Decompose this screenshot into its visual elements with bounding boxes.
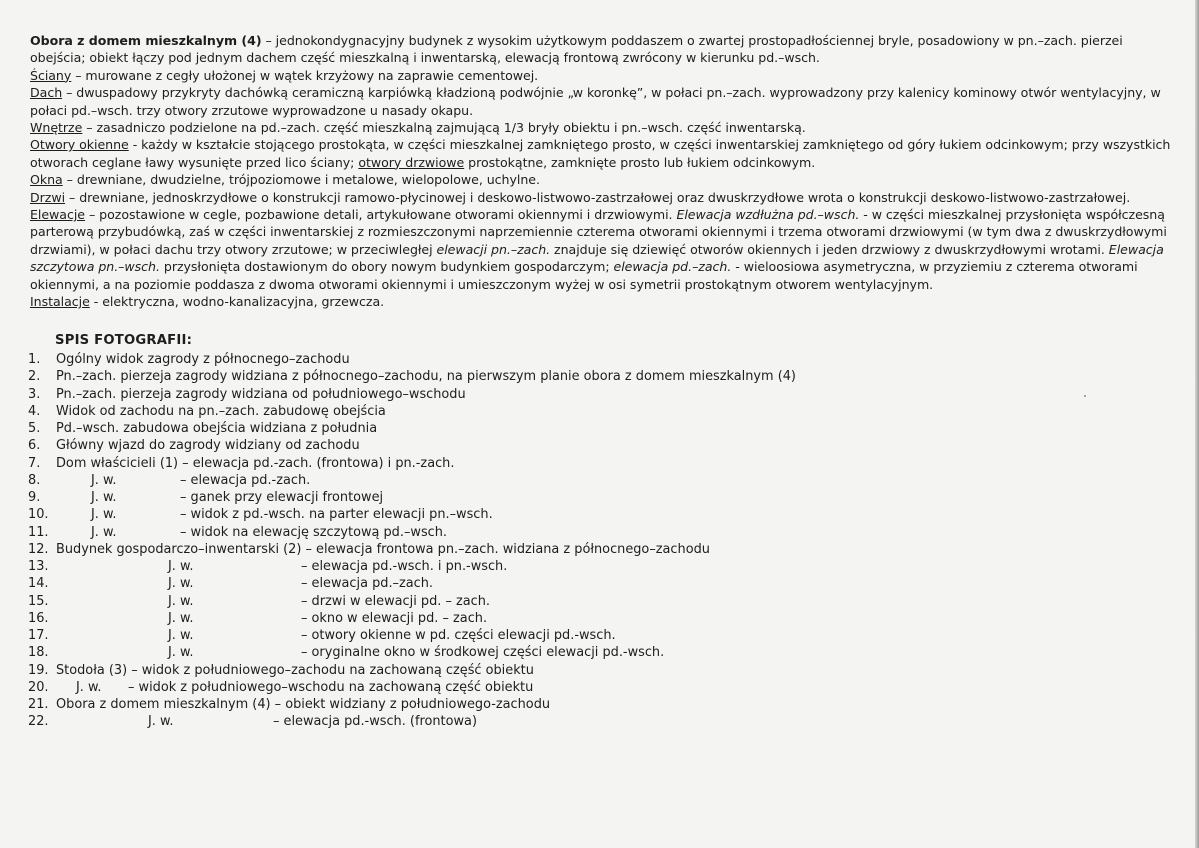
paragraph-text: – drewniane, dwudzielne, trójpoziomowe i metalowe, wielopolowe, uchylne. <box>62 172 540 188</box>
photo-list-item <box>28 541 928 558</box>
item-number: 11. <box>28 524 49 540</box>
description-paragraph <box>30 32 1172 67</box>
item-number: 10. <box>28 507 49 523</box>
item-text: – elewacja pd.-zach. <box>180 472 311 488</box>
photo-list-item <box>28 713 928 730</box>
item-text: – drzwi w elewacji pd. – zach. <box>301 593 491 609</box>
photo-list-item <box>28 644 928 661</box>
item-text: Główny wjazd do zagrody widziany od zachodu <box>56 438 360 454</box>
item-text: – elewacja pd.-wsch. i pn.-wsch. <box>301 559 508 574</box>
item-number: 19. <box>28 662 49 678</box>
item-ditto: J. w. <box>91 507 117 523</box>
paragraph-text: prostokątne, zamknięte prosto lub łukiem odcinkowym. <box>464 154 816 170</box>
item-ditto: J. w. <box>91 524 117 540</box>
description-paragraph <box>30 171 1172 188</box>
paragraph-text: – zasadniczo podzielone na pd.–zach. część mieszkalną zajmującą 1/3 bryły obiektu i pn.–wsch. część inwentarską. <box>82 120 806 136</box>
photo-list-item <box>28 403 928 420</box>
paragraph-text: - elektryczna, wodno-kanalizacyjna, grzewcza. <box>89 294 385 310</box>
photo-list-item <box>28 351 928 368</box>
photo-list-heading: SPIS FOTOGRAFII: <box>55 333 193 348</box>
photo-list-item <box>28 437 928 454</box>
item-number: 9. <box>28 490 41 505</box>
item-text: Dom właścicieli (1) – elewacja pd.-zach. (frontowa) i pn.-zach. <box>56 455 455 471</box>
item-number: 13. <box>28 559 49 574</box>
item-ditto: J. w. <box>76 679 102 695</box>
section-label: Instalacje <box>30 294 90 310</box>
item-number: 18. <box>28 645 49 661</box>
photo-list-item <box>28 489 928 506</box>
building-description <box>30 32 1172 311</box>
item-ditto: J. w. <box>91 490 117 505</box>
section-label: Drzwi <box>30 189 66 205</box>
photo-list-item <box>28 368 928 385</box>
item-text: Pn.–zach. pierzeja zagrody widziana od południowego–wschodu <box>56 386 466 402</box>
paragraph-text: – murowane z cegły ułożonej w wątek krzyżowy na zaprawie cementowej. <box>71 67 539 83</box>
item-ditto: J. w. <box>168 610 194 626</box>
description-paragraph <box>30 189 1172 206</box>
section-label: Otwory okienne <box>30 137 129 153</box>
paragraph-text: – dwuspadowy przykryty dachówką ceramiczną karpiówką kładzioną podwójnie „w koronkę”, w połaci pn.–zach. wyprowadzony przy kalenicy kominowy otwór wentylacyjny, w połaci pd.–wsch. trzy otwory zrzutowe wyprowadzone u nasady okapu. <box>30 85 1161 118</box>
photo-list-item <box>28 593 928 610</box>
section-label: Ściany <box>30 67 72 83</box>
photo-list-item <box>28 524 928 541</box>
scan-edge <box>1195 0 1199 848</box>
item-ditto: J. w. <box>148 714 174 730</box>
photo-list-item <box>28 472 928 489</box>
item-number: 8. <box>28 472 41 488</box>
item-text: – elewacja pd.-wsch. (frontowa) <box>273 714 477 730</box>
item-text: – oryginalne okno w środkowej części elewacji pd.-wsch. <box>301 645 665 661</box>
item-text: – widok z południowego–wschodu na zachowaną część obiektu <box>128 679 534 695</box>
description-paragraph <box>30 67 1172 84</box>
photo-list-item <box>28 455 928 472</box>
item-ditto: J. w. <box>91 472 117 488</box>
paragraph-text: znajduje się dziewięć otworów okiennych i jeden drzwiowy z dwuskrzydłowymi wrotami. <box>550 241 1109 257</box>
item-number: 1. <box>28 352 41 367</box>
item-number: 20. <box>28 679 49 695</box>
item-ditto: J. w. <box>168 628 194 643</box>
description-paragraph <box>30 136 1172 171</box>
item-ditto: J. w. <box>168 559 194 574</box>
paragraph-text: - każdy w kształcie stojącego prostokąta, w części mieszkalnej zamkniętego prosto, w części inwentarskiej zamkniętego od góry łukiem odcinkowym; przy wszystkich otworach ceglane ławy wysunięte przed lico ściany; <box>30 137 1171 170</box>
item-number: 21. <box>28 697 49 712</box>
photo-list-item <box>28 662 928 679</box>
photo-list-item <box>28 610 928 627</box>
section-label: Dach <box>30 85 63 101</box>
description-paragraph <box>30 119 1172 136</box>
item-number: 4. <box>28 403 41 419</box>
paragraph-text: - wieloosiowa asymetryczna, w przyziemiu z czterema otworami okiennymi, a na poziomie poddasza z dwoma otworami okiennymi i umieszczonym wyżej w osi symetrii prostokątnym otworem wentylacyjnym. <box>30 259 1138 292</box>
item-number: 7. <box>28 455 41 471</box>
item-text: – elewacja pd.–zach. <box>301 576 434 592</box>
section-label: Wnętrze <box>30 120 83 136</box>
photo-list-item <box>28 679 928 696</box>
item-number: 14. <box>28 576 49 592</box>
building-title: Obora z domem mieszkalnym (4) <box>30 33 262 48</box>
item-number: 3. <box>28 386 41 402</box>
photo-list-item <box>28 386 928 403</box>
item-text: – ganek przy elewacji frontowej <box>180 490 384 505</box>
italic-term: Elewacja szczytowa pn.–wsch. <box>30 241 1164 275</box>
description-paragraph <box>30 84 1172 119</box>
item-number: 12. <box>28 541 49 557</box>
paragraph-text: – drewniane, jednoskrzydłowe o konstrukcji ramowo-płycinowej i deskowo-listwowo-zastrzałowej oraz dwuskrzydłowe wrota o konstrukcji deskowo-listwowo-zastrzałowej. <box>65 189 1131 205</box>
item-number: 15. <box>28 593 49 609</box>
section-label: Okna <box>30 172 63 188</box>
item-text: Budynek gospodarczo–inwentarski (2) – elewacja frontowa pn.–zach. widziana z północnego–zachodu <box>56 541 710 557</box>
description-paragraph <box>30 293 1172 310</box>
item-ditto: J. w. <box>168 645 194 661</box>
paragraph-text: - w części mieszkalnej przysłonięta współczesną parterową przybudówką, zaś w części inwentarskiej z rozmieszczonymi naprzemiennie czterema otworami okiennymi i trzema otworami drzwiowymi (w tym dwa z dwuskrzydłowymi drzwiami), w połaci dachu trzy otwory zrzutowe; w przeciwległej <box>30 207 1167 257</box>
paragraph-text: przysłonięta dostawionym do obory nowym budynkiem gospodarczym; <box>159 259 614 275</box>
item-text: Pd.–wsch. zabudowa obejścia widziana z południa <box>56 421 378 436</box>
item-text: – widok na elewację szczytową pd.–wsch. <box>180 524 448 540</box>
scan-speck <box>1084 395 1086 397</box>
section-label: otwory drzwiowe <box>358 154 465 170</box>
photo-list-item <box>28 696 928 713</box>
italic-term: elewacja pd.–zach. <box>613 259 732 275</box>
photo-list-item <box>28 420 928 437</box>
item-number: 22. <box>28 714 49 730</box>
item-text: Pn.–zach. pierzeja zagrody widziana z północnego–zachodu, na pierwszym planie obora z domem mieszkalnym (4) <box>56 369 796 385</box>
item-text: Stodoła (3) – widok z południowego–zachodu na zachowaną część obiektu <box>56 662 534 678</box>
item-number: 5. <box>28 421 41 436</box>
item-number: 6. <box>28 438 41 454</box>
italic-term: elewacji pn.–zach. <box>436 241 551 257</box>
item-text: Ogólny widok zagrody z północnego–zachodu <box>56 352 350 367</box>
photo-list-item <box>28 558 928 575</box>
description-paragraph <box>30 206 1172 293</box>
italic-term: Elewacja wzdłużna pd.–wsch. <box>676 207 860 223</box>
paragraph-text: – pozostawione w cegle, pozbawione detali, artykułowane otworami okiennymi i drzwiowymi. <box>85 207 677 223</box>
item-ditto: J. w. <box>168 593 194 609</box>
item-text: – okno w elewacji pd. – zach. <box>301 610 488 626</box>
photo-list-item <box>28 575 928 592</box>
item-number: 16. <box>28 610 49 626</box>
item-text: – widok z pd.-wsch. na parter elewacji pn.–wsch. <box>180 507 493 523</box>
section-label: Elewacje <box>30 207 85 223</box>
item-ditto: J. w. <box>168 576 194 592</box>
photo-list-item <box>28 627 928 644</box>
item-text: – otwory okienne w pd. części elewacji pd.-wsch. <box>301 628 616 643</box>
photo-list <box>28 351 928 731</box>
item-text: Widok od zachodu na pn.–zach. zabudowę obejścia <box>56 403 386 419</box>
photo-list-item <box>28 506 928 523</box>
item-number: 17. <box>28 628 49 643</box>
paragraph-text: – jednokondygnacyjny budynek z wysokim użytkowym poddaszem o zwartej prostopadłościennej bryle, posadowiony w pn.–zach. pierzei obejścia; obiekt łączy pod jednym dachem część mieszkalną i inwentarską, elewacją frontową zwrócony w kierunku pd.–wsch. <box>30 33 1123 66</box>
item-number: 2. <box>28 369 41 385</box>
item-text: Obora z domem mieszkalnym (4) – obiekt widziany z południowego-zachodu <box>56 697 551 712</box>
